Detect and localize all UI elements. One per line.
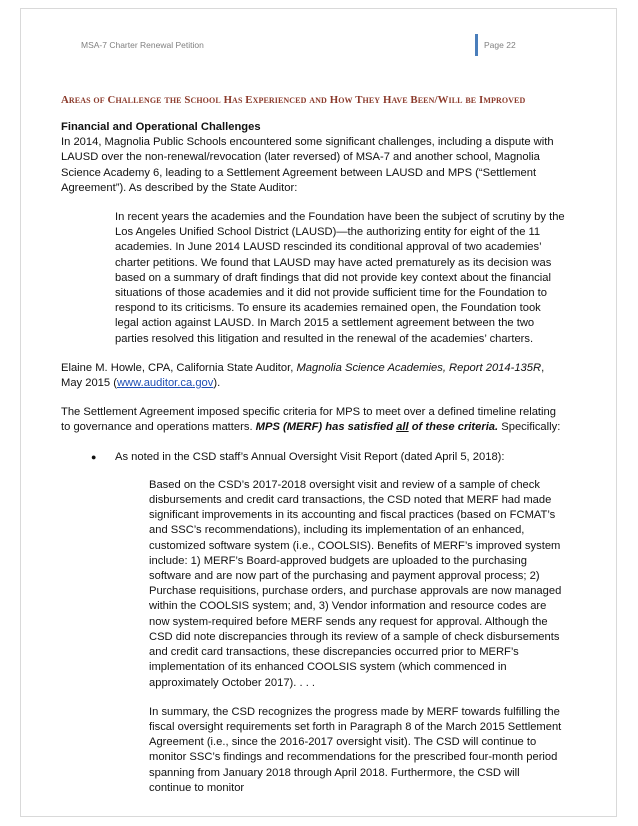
settlement-emphasis-2: of these criteria. <box>408 421 499 434</box>
csd-quote-1: Based on the CSD’s 2017-2018 oversight visit and review of a sample of check disbursements and credit card transactions, the CSD noted that MERF had made significant improvements in its accounting and fiscal practices (based on FCMAT’s and SSC’s recommendations), including its implementation of an enhanced, customized software system (i.e., COOLSIS). Benefits of MERF’s improved system include: 1) MERF’s Board-approved budgets are uploaded to the purchasing software and are now part of the purchasing and payment approval process; 2) Purchase requisitions, purchase orders, and purchase approvals are now managed within the COOLSIS system; and, 3) Vendor information and resource codes are now system-required before MERF sends any request for approval. Although the CSD did note discrepancies through its review of a sample of check disbursements and credit card transactions, these discrepancies occurred prior to MERF’s implementation of its enhanced COOLSIS system (which commenced in approximately October 2017). . . . <box>149 478 562 689</box>
header-divider <box>475 34 478 56</box>
citation-mid: , May 2015 ( <box>61 361 545 390</box>
section-title: Areas of Challenge the School Has Experienced and How They Have Been/Will be Improved <box>61 94 526 106</box>
citation-suffix: ). <box>213 377 221 390</box>
bullet-item <box>91 450 565 465</box>
bullet-icon: ● <box>91 451 97 462</box>
settlement-tail: Specifically: <box>498 421 561 434</box>
bullet-text: As noted in the CSD staff’s Annual Oversight Visit Report (dated April 5, 2018): <box>115 450 505 463</box>
document-body <box>61 93 565 796</box>
subheading: Financial and Operational Challenges <box>61 121 261 133</box>
auditor-link[interactable]: www.auditor.ca.gov <box>116 377 214 390</box>
settlement-emphasis-all: all <box>396 421 409 434</box>
settlement-emphasis-1: MPS (MERF) has satisfied <box>255 421 397 434</box>
settlement-text: The Settlement Agreement imposed specific criteria for MPS to meet over a defined timeline relating to governance and operations matters. <box>61 406 556 434</box>
csd-quote-2: In summary, the CSD recognizes the progress made by MERF towards fulfilling the fiscal oversight requirements set forth in Paragraph 8 of the March 2015 Settlement Agreement (i.e., since the 2016-2017 oversight visit). The CSD will continue to monitor SSC’s findings and recommendations for the prescribed four-month period spanning from January 2018 through April 2018. Furthermore, the CSD will continue to monitor <box>149 705 562 794</box>
citation <box>61 361 565 391</box>
intro-paragraph: In 2014, Magnolia Public Schools encountered some significant challenges, including a dispute with LAUSD over the non-renewal/revocation (later reversed) of MSA-7 and another school, Magnolia Science Academy 6, leading to a Settlement Agreement between LAUSD and MPS (“Settlement Agreement”). As described by the State Auditor: <box>61 136 554 194</box>
citation-title: Magnolia Science Academies, Report 2014-135R <box>296 361 542 374</box>
auditor-quote: In recent years the academies and the Foundation have been the subject of scrutiny by the Los Angeles Unified School District (LAUSD)—the authorizing entity for eight of the 11 academies. In June 2014 LAUSD rescinded its conditional approval of two academies’ charter petitions. We found that LAUSD may have acted prematurely as its decision was based on a summary of draft findings that did not provide key context about the financial situations of those academies and it did not provide sufficient time for the Foundation to respond to its criticisms. To ensure its academies remained open, the Foundation took legal action against LAUSD. In March 2015 a settlement agreement between the two parties resolved this litigation and resulted in the renewal of the academies’ charters. <box>115 211 565 345</box>
header-page-number: Page 22 <box>484 40 516 50</box>
citation-prefix: Elaine M. Howle, CPA, California State Auditor, <box>61 361 297 374</box>
settlement-paragraph <box>61 405 565 435</box>
header-document-title: MSA-7 Charter Renewal Petition <box>81 40 204 50</box>
